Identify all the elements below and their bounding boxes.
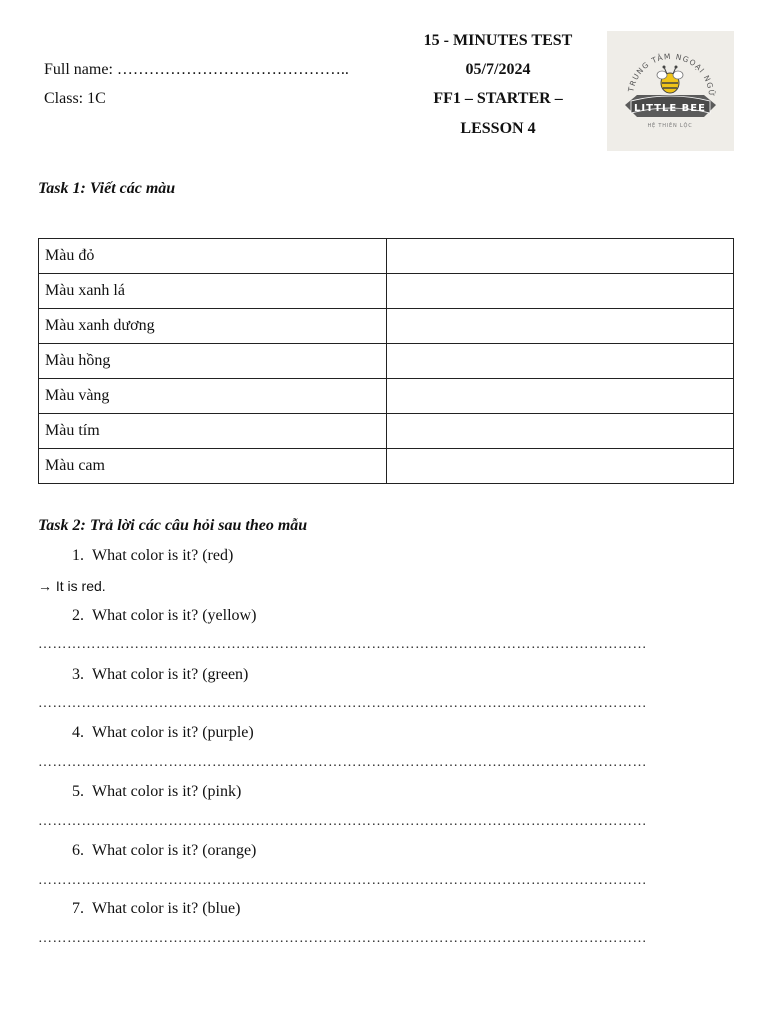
question-text: What color is it? (red) <box>92 547 234 564</box>
color-label: Màu cam <box>39 449 387 484</box>
table-row <box>39 449 734 484</box>
question-6 <box>60 842 256 860</box>
color-label: Màu tím <box>39 414 387 449</box>
answer-cell <box>387 239 734 274</box>
table-row <box>39 379 734 414</box>
question-number: 3. <box>72 666 84 683</box>
table-row <box>39 344 734 379</box>
color-label: Màu hồng <box>39 344 387 379</box>
answer-line: ……………………………………………………………………………………………………………… <box>38 696 647 711</box>
table-row <box>39 274 734 309</box>
answer-cell <box>387 344 734 379</box>
course-label: FF1 – STARTER – <box>433 90 563 107</box>
full-name-line: Full name: …………………………………….. <box>44 61 349 78</box>
color-label: Màu đỏ <box>39 239 387 274</box>
color-label: Màu vàng <box>39 379 387 414</box>
little-bee-logo <box>607 31 734 151</box>
test-date: 05/7/2024 <box>465 61 531 78</box>
table-row <box>39 239 734 274</box>
question-text: What color is it? (green) <box>92 666 249 683</box>
answer-line: ……………………………………………………………………………………………………………… <box>38 755 647 770</box>
question-7 <box>60 900 240 918</box>
answer-line: ……………………………………………………………………………………………………………… <box>38 931 647 946</box>
class-label: Class: 1C <box>44 90 106 107</box>
color-label: Màu xanh dương <box>39 309 387 344</box>
lesson-label: LESSON 4 <box>460 120 536 137</box>
task1-title: Task 1: Viết các màu <box>38 180 176 197</box>
question-number: 1. <box>72 547 84 564</box>
question-text: What color is it? (blue) <box>92 900 241 917</box>
answer-line: ……………………………………………………………………………………………………………… <box>38 814 647 829</box>
question-text: What color is it? (orange) <box>92 842 257 859</box>
answer-line: ……………………………………………………………………………………………………………… <box>38 873 647 888</box>
answer-cell <box>387 414 734 449</box>
question-4 <box>60 724 254 742</box>
question-text: What color is it? (yellow) <box>92 607 257 624</box>
question-2 <box>60 607 256 625</box>
question-3 <box>60 666 248 684</box>
question-5 <box>60 783 241 801</box>
task2-title: Task 2: Trả lời các câu hỏi sau theo mẫu <box>38 517 308 534</box>
color-label: Màu xanh lá <box>39 274 387 309</box>
question-number: 2. <box>72 607 84 624</box>
question-number: 6. <box>72 842 84 859</box>
colors-table <box>38 238 734 484</box>
test-title: 15 - MINUTES TEST <box>423 32 573 49</box>
svg-text:TRUNG TÂM NGOẠI NGỮ: TRUNG TÂM NGOẠI NGỮ <box>626 51 717 98</box>
table-row <box>39 414 734 449</box>
question-text: What color is it? (purple) <box>92 724 254 741</box>
question-number: 7. <box>72 900 84 917</box>
answer-cell <box>387 379 734 414</box>
question-number: 4. <box>72 724 84 741</box>
answer-cell <box>387 274 734 309</box>
answer-cell <box>387 449 734 484</box>
logo-graphic <box>607 31 734 151</box>
question-number: 5. <box>72 783 84 800</box>
table-row <box>39 309 734 344</box>
answer-cell <box>387 309 734 344</box>
logo-bottom-text: HỆ THIÊN LỘC <box>647 123 693 129</box>
example-answer: → It is red. <box>38 578 106 594</box>
question-1 <box>60 547 233 565</box>
logo-banner-text: LITTLE BEE <box>634 103 706 114</box>
question-text: What color is it? (pink) <box>92 783 242 800</box>
answer-line: ……………………………………………………………………………………………………………… <box>38 637 647 652</box>
